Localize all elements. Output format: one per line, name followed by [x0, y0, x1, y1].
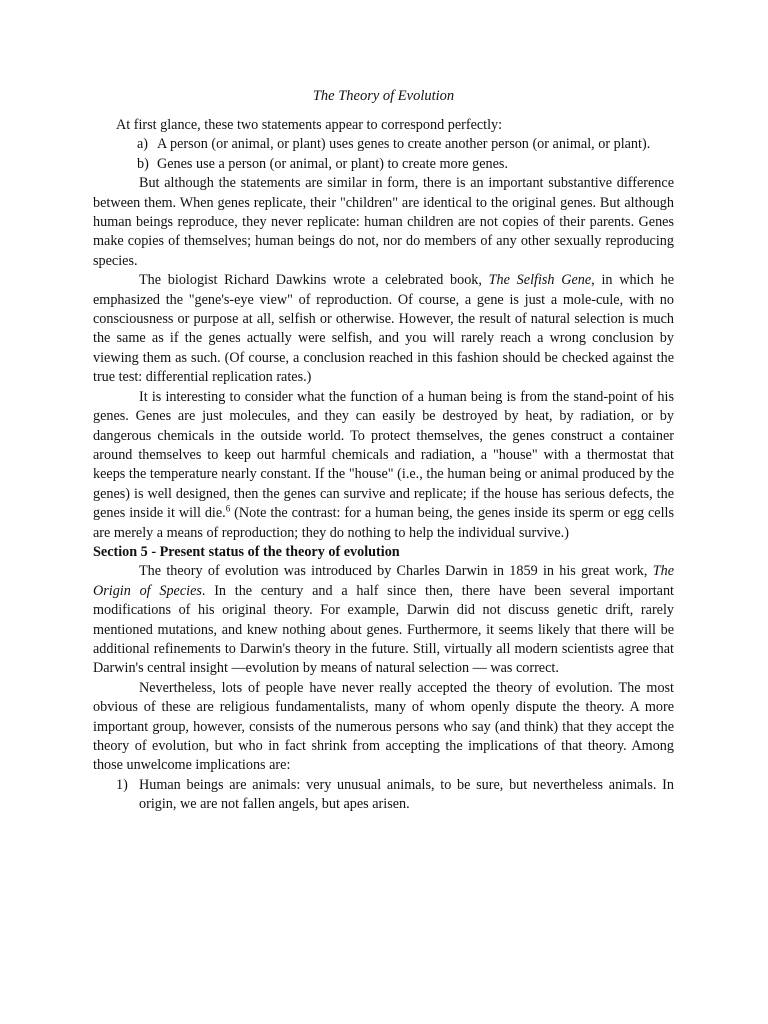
implication-1	[93, 776, 674, 815]
book-title: The Origin of Species	[93, 563, 674, 599]
paragraph-text: It is interesting to consider what the function of a human being is from the stand-point of his genes. Genes are just molecules, and they can easily be destroyed by heat, by radiation, or by dangerous chemicals in the outside world. To protect themselves, the genes construct a container around themselves to keep out harmful chemicals and radiation, a "house" with a thermostat that keeps the temperature nearly constant. If the "house" (i.e., the human being or animal produced by the genes) is well designed, then the genes can survive and replicate; if the house has serious defects, the genes inside it will die.	[93, 388, 674, 522]
list-marker: a)	[137, 136, 149, 153]
list-item-text: Human beings are animals: very unusual animals, to be sure, but nevertheless animals. In origin, we are not fallen angels, but apes arisen.	[139, 776, 674, 813]
intro-paragraph: At first glance, these two statements appear to correspond perfectly:	[116, 117, 503, 133]
list-item-text: A person (or animal, or plant) uses genes to create another person (or animal, or plant).	[157, 136, 651, 153]
paragraph-genes-house	[93, 388, 674, 543]
paragraph-text: . In the century and a half since then, there have been several important modifications of his original theory. For example, Darwin did not discuss genetic drift, rarely mentioned mutations, and knew nothing about genes. Furthermore, it seems likely that there will be additional refinements to Darwin's theory in the future. Still, virtually all modern scientists agree that Darwin's central insight —evolution by means of natural selection — was correct.	[93, 582, 674, 677]
paragraph-darwin	[93, 562, 674, 678]
paragraph-nevertheless: Nevertheless, lots of people have never really accepted the theory of evolution. The most obvious of these are religious fundamentalists, many of whom openly dispute the theory. A more important group, however, consists of the numerous persons who say (and think) that they accept the theory of evolution, but who in fact shrink from accepting the implications of that theory. Among those unwelcome implications are:	[93, 679, 674, 774]
statement-b	[93, 155, 674, 174]
paragraph-text: The biologist Richard Dawkins wrote a celebrated book,	[139, 272, 489, 289]
document-page	[93, 86, 674, 815]
document-title: The Theory of Evolution	[312, 88, 455, 104]
section-heading: Section 5 - Present status of the theory of evolution	[93, 543, 400, 560]
footnote-reference[interactable]: 6	[225, 503, 231, 514]
list-item-text: Genes use a person (or animal, or plant) to create more genes.	[157, 155, 509, 172]
paragraph-text: (Note the contrast: for a human being, the genes inside its sperm or egg cells are merely a means of reproduction; they do nothing to help the individual survive.)	[93, 505, 674, 541]
paragraph-text: The theory of evolution was introduced by Charles Darwin in 1859 in his great work,	[139, 563, 653, 580]
statement-a	[93, 135, 674, 154]
list-marker: b)	[137, 155, 149, 172]
paragraph-text: , in which he emphasized the "gene's-eye view" of reproduction. Of course, a gene is just a mole-cule, with no consciousness or purpose at all, selfish or otherwise. However, the result of natural selection is much the same as if the genes actually were selfish, and you will rarely reach a wrong conclusion by viewing them as such. (Of course, a conclusion reached in this fashion should be checked against the true test: differential replication rates.)	[93, 272, 674, 386]
list-marker: 1)	[116, 776, 128, 793]
paragraph-dawkins	[93, 271, 674, 387]
book-title: The Selfish Gene	[488, 272, 592, 289]
paragraph-difference: But although the statements are similar in form, there is an important substantive difference between them. When genes replicate, their "children" are identical to the original genes. But although human beings reproduce, they never replicate: human children are not copies of their parents. Genes make copies of themselves; human beings do not, nor do members of any other sexually reproducing species.	[93, 175, 674, 269]
